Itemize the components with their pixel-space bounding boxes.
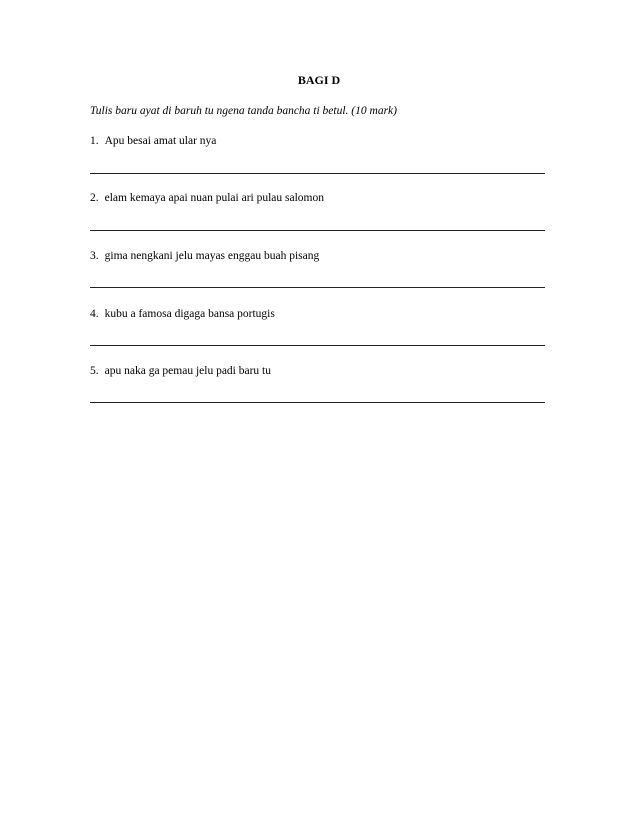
- question-text: apu naka ga pemau jelu padi baru tu: [104, 365, 271, 377]
- question-text: elam kemaya apai nuan pulai ari pulau salomon: [104, 192, 325, 204]
- question-number: 2.: [90, 192, 99, 204]
- question-text: Apu besai amat ular nya: [104, 135, 217, 147]
- question-text: gima nengkani jelu mayas enggau buah pisang: [104, 250, 320, 262]
- question-3: [90, 249, 319, 263]
- question-number: 1.: [90, 135, 99, 147]
- answer-line-2: [90, 230, 545, 231]
- answer-line-4: [90, 345, 545, 346]
- question-4: [90, 307, 275, 321]
- question-number: 5.: [90, 365, 99, 377]
- question-number: 3.: [90, 250, 99, 262]
- answer-line-1: [90, 173, 545, 174]
- question-5: [90, 364, 271, 378]
- answer-line-3: [90, 287, 545, 288]
- question-1: [90, 134, 216, 148]
- answer-line-5: [90, 402, 545, 403]
- question-text: kubu a famosa digaga bansa portugis: [104, 308, 275, 320]
- instruction-text: Tulis baru ayat di baruh tu ngena tanda bancha ti betul. (10 mark): [90, 105, 397, 117]
- section-title: BAGI D: [297, 73, 341, 87]
- question-2: [90, 191, 324, 205]
- question-number: 4.: [90, 308, 99, 320]
